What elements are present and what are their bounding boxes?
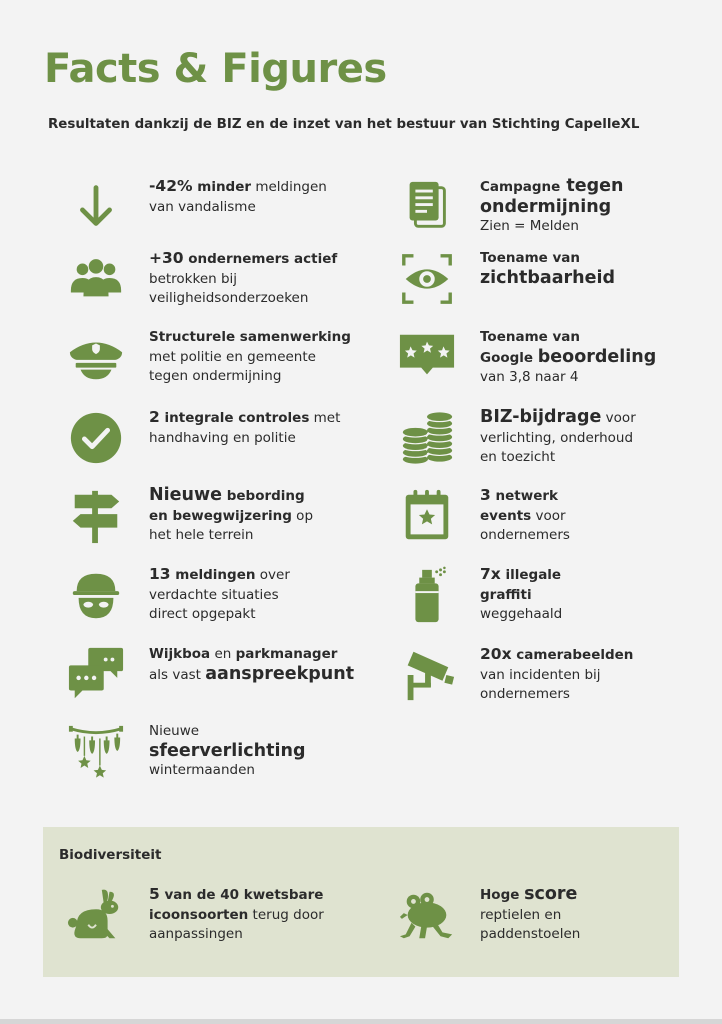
fact-text: met bbox=[309, 410, 341, 426]
fact-text: terug door bbox=[248, 906, 324, 923]
fact-text: weggehaald bbox=[480, 606, 563, 622]
fact-label: graffiti bbox=[480, 586, 532, 603]
fact-value: 13 bbox=[149, 565, 171, 583]
fact-text: van 3,8 naar 4 bbox=[480, 369, 579, 385]
signpost-icon bbox=[66, 486, 126, 546]
fact-text: ondernemers bbox=[480, 527, 570, 543]
fact-label: parkmanager bbox=[235, 646, 338, 662]
fact-label: zichtbaarheid bbox=[480, 267, 616, 288]
fact-label: bebording bbox=[222, 488, 305, 504]
fact-label: illegale bbox=[500, 567, 562, 583]
chat-bubbles-icon bbox=[66, 645, 126, 705]
fact-label: camerabeelden bbox=[511, 647, 634, 663]
fact-value: 7x bbox=[480, 565, 501, 583]
fact-text: en bbox=[210, 646, 236, 662]
fact-label: tegen bbox=[560, 176, 624, 196]
spray-can-icon bbox=[397, 565, 457, 625]
fact-text: reptielen en bbox=[480, 906, 562, 923]
fact-text: verlichting, onderhoud bbox=[480, 429, 634, 446]
fact-label: meldingen bbox=[170, 567, 256, 583]
garland-icon bbox=[66, 722, 126, 782]
arrow-down-icon bbox=[66, 177, 126, 237]
burglar-icon bbox=[66, 565, 126, 625]
fact-text: aanpassingen bbox=[149, 926, 243, 942]
eye-scan-icon bbox=[397, 249, 457, 309]
fact-text: tegen ondermijning bbox=[149, 368, 282, 384]
fact-label: score bbox=[524, 884, 578, 904]
group-icon bbox=[66, 249, 126, 309]
fact-text: Zien = Melden bbox=[480, 218, 579, 234]
security-camera-icon bbox=[397, 645, 457, 705]
fact-text: handhaving en politie bbox=[149, 429, 296, 446]
fact-value: -42% bbox=[149, 177, 193, 195]
fact-label: 40 kwetsbare bbox=[220, 887, 324, 903]
star-rating-icon bbox=[397, 328, 457, 388]
checkmark-icon bbox=[66, 408, 126, 468]
fact-label: Hoge bbox=[480, 887, 525, 903]
fact-label: Campagne bbox=[480, 179, 561, 195]
fact-text: direct opgepakt bbox=[149, 606, 256, 622]
fact-label: Wijkboa bbox=[149, 646, 211, 662]
fact-value: Nieuwe bbox=[149, 485, 223, 505]
page-bottom-border bbox=[0, 1019, 722, 1024]
biodiversity-panel bbox=[43, 827, 679, 977]
fact-label: Toename van bbox=[480, 329, 581, 345]
fact-text: voor bbox=[531, 507, 566, 524]
fact-text: van incidenten bij bbox=[480, 666, 601, 683]
fact-label: netwerk bbox=[490, 488, 558, 504]
fact-label: aanspreekpunt bbox=[205, 663, 355, 684]
fact-text: betrokken bij bbox=[149, 270, 238, 287]
fact-text: van vandalisme bbox=[149, 198, 256, 215]
fact-label: Google bbox=[480, 349, 538, 366]
documents-icon bbox=[397, 177, 457, 237]
fact-text: op bbox=[291, 507, 314, 524]
police-cap-icon bbox=[66, 328, 126, 388]
fact-label: en bewegwijzering bbox=[149, 507, 292, 524]
fact-text: Nieuwe bbox=[149, 723, 200, 739]
biodiversity-title: Biodiversiteit bbox=[59, 847, 162, 863]
fact-label: Structurele samenwerking bbox=[149, 329, 351, 345]
fact-text: paddenstoelen bbox=[480, 926, 581, 942]
page-title: Facts & Figures bbox=[44, 46, 387, 92]
fact-label: ondermijning bbox=[480, 196, 612, 217]
fact-label: icoonsoorten bbox=[149, 906, 249, 923]
fact-text: over bbox=[255, 567, 290, 583]
rabbit-icon bbox=[66, 885, 126, 945]
fact-value: 3 bbox=[480, 486, 491, 504]
fact-text: het hele terrein bbox=[149, 527, 254, 543]
fact-text: meldingen bbox=[251, 179, 327, 195]
coins-icon bbox=[397, 408, 457, 468]
fact-label: events bbox=[480, 507, 532, 524]
fact-label: beoordeling bbox=[537, 346, 657, 367]
page-subtitle: Resultaten dankzij de BIZ en de inzet van het bestuur van Stichting CapelleXL bbox=[48, 117, 640, 132]
fact-text: en toezicht bbox=[480, 449, 556, 465]
fact-label: BIZ-bijdrage bbox=[480, 407, 602, 427]
fact-value: 5 bbox=[149, 885, 160, 903]
fact-label: integrale controles bbox=[159, 410, 310, 426]
fact-text: veiligheidsonderzoeken bbox=[149, 290, 309, 306]
fact-label: van de bbox=[159, 887, 221, 903]
fact-value: 20x bbox=[480, 645, 512, 663]
fact-value: 2 bbox=[149, 408, 160, 426]
frog-icon bbox=[397, 885, 457, 945]
fact-text: ondernemers bbox=[480, 686, 570, 702]
fact-label: sfeerverlichting bbox=[149, 740, 306, 761]
fact-text: wintermaanden bbox=[149, 762, 255, 778]
fact-value: +30 bbox=[149, 249, 184, 267]
fact-text: als vast bbox=[149, 666, 206, 683]
fact-text: verdachte situaties bbox=[149, 586, 279, 603]
fact-text: voor bbox=[601, 410, 636, 426]
calendar-star-icon bbox=[397, 486, 457, 546]
fact-label: ondernemers actief bbox=[183, 251, 338, 267]
fact-label: Toename van bbox=[480, 250, 581, 266]
fact-text: met politie en gemeente bbox=[149, 348, 316, 365]
fact-label: minder bbox=[192, 179, 252, 195]
